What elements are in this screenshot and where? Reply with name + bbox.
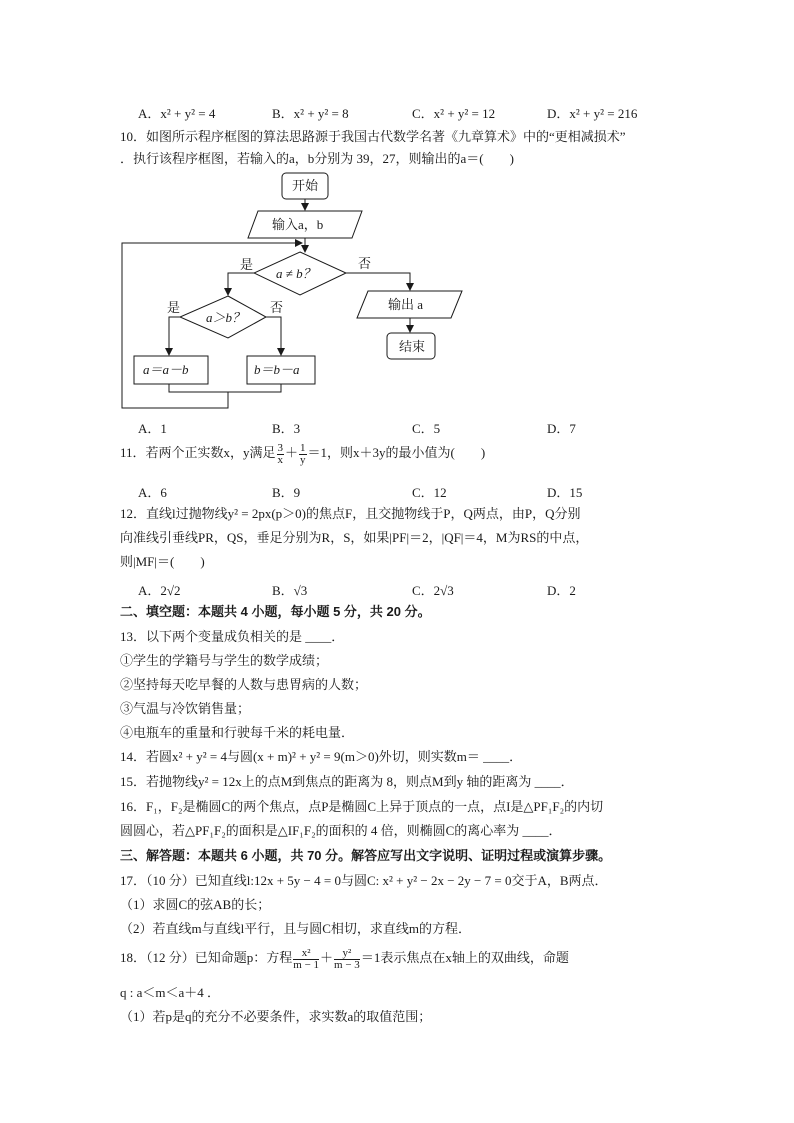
q11-frac1-den: x [277, 453, 284, 466]
flow-cond2-label: a＞b？ [206, 310, 246, 325]
q18-frac2 [334, 948, 360, 971]
q11-frac1-num: 3 [277, 441, 284, 454]
q11-prefix: 11．若两个正实数x，y满足 [120, 445, 276, 460]
q18-stem-line1: 18．（12 分）已知命题p：方程 $\frac{\text{x²}}{m - 1}$ ＋ $\frac{\text{y²}}{m - 3}$ ＝1表示焦点在x轴上的双曲线，命题 [120, 946, 569, 971]
q11-option-d: D．15 [547, 485, 583, 500]
q9-option-b: B．x² + y² = 8 [272, 106, 349, 121]
q18-stem-line2: q : a＜m＜a＋4 ． [120, 985, 221, 1000]
q10-stem-line1: 10．如图所示程序框图的算法思路源于我国古代数学名著《九章算术》中的“更相减损术” [120, 129, 626, 144]
q10-option-c: C．5 [412, 421, 441, 436]
q11-suffix: ＝1，则x＋3y的最小值为( ) [307, 445, 486, 460]
q17-part2: （2）若直线m与直线l平行，且与圆C相切，求直线m的方程． [120, 921, 472, 936]
q13-item-2: ②坚持每天吃早餐的人数与患胃病的人数； [120, 677, 368, 692]
q15-stem: 15．若抛物线y² = 12x上的点M到焦点的距离为 8，则点M到y 轴的距离为 ____． [120, 774, 574, 789]
q16-stem-line1: 16．F₁，F₂是椭圆C的两个焦点，点P是椭圆C上异于顶点的一点，点I是△PF₁F₂的内切 [120, 799, 604, 814]
q12-option-d: D．2 [547, 583, 576, 598]
q10-stem-line2: ．执行该程序框图，若输入的a，b分别为 39，27，则输出的a＝( ) [120, 151, 514, 166]
flow-yes1-label: 是 [240, 257, 254, 272]
q13-item-3: ③气温与冷饮销售量； [120, 701, 251, 716]
q12-option-b: B．√3 [272, 583, 308, 598]
q11-frac2-den: y [300, 453, 306, 466]
flow-input-label: 输入a，b [272, 217, 324, 232]
q17-stem: 17．（10 分）已知直线l:12x + 5y − 4 = 0与圆C: x² + y² − 2x − 2y − 7 = 0交于A，B两点． [120, 873, 608, 888]
q18-frac2-den: m − 3 [334, 958, 360, 971]
section2-title: 二、填空题：本题共 4 小题，每小题 5 分，共 20 分。 [120, 604, 431, 619]
q11-option-c: C．12 [412, 485, 447, 500]
q10-option-d: D．7 [547, 421, 576, 436]
flow-yes2-label: 是 [167, 300, 181, 315]
q11-stem: 11．若两个正实数x，y满足 $\frac{3}{x}$ ＋ $\frac{1}{y}$ ＝1，则x＋3y的最小值为( ) [120, 441, 486, 466]
q12-stem-line2: 向准线引垂线PR，QS，垂足分别为R，S，如果|PF|＝2，|QF|＝4，M为RS的中点， [120, 530, 589, 545]
q18-frac1 [293, 948, 319, 971]
q13-item-1: ①学生的学籍号与学生的数学成绩； [120, 653, 329, 668]
section3-title: 三、解答题：本题共 6 小题，共 70 分。解答应写出文字说明、证明过程或演算步骤。 [120, 848, 612, 863]
q10-option-a: A．1 [138, 421, 167, 436]
q9-option-d: D．x² + y² = 216 [547, 106, 638, 121]
q18-suffix: ＝1表示焦点在x轴上的双曲线，命题 [360, 950, 569, 965]
q11-option-b: B．9 [272, 485, 301, 500]
q11-option-a: A．6 [138, 485, 167, 500]
q12-stem-line1: 12．直线l过抛物线y² = 2px(p＞0)的焦点F，且交抛物线于P，Q两点，由P，Q分别 [120, 506, 581, 521]
q11-frac2-num: 1 [300, 441, 306, 454]
q18-frac1-den: m − 1 [293, 958, 320, 971]
flow-end-label: 结束 [399, 339, 426, 354]
flow-no2-label: 否 [270, 300, 284, 315]
q18-part1: （1）若p是q的充分不必要条件，求实数a的取值范围； [120, 1009, 432, 1024]
q12-option-c: C．2√3 [412, 583, 454, 598]
q10-flowchart [0, 0, 794, 420]
q18-frac1-num: x² [293, 948, 319, 960]
q14-stem: 14．若圆x² + y² = 4与圆(x + m)² + y² = 9(m＞0)外切，则实数m＝ ____． [120, 749, 523, 764]
flow-assign-b-label: b＝b－a [254, 362, 300, 377]
q13-item-4: ④电瓶车的重量和行驶每千米的耗电量． [120, 725, 355, 740]
q11-frac1 [277, 443, 285, 466]
q9-option-a: A．x² + y² = 4 [138, 106, 216, 121]
flow-cond1-label: a ≠ b？ [276, 266, 316, 281]
q17-part1: （1）求圆C的弦AB的长； [120, 897, 271, 912]
flow-no1-label: 否 [358, 256, 372, 271]
flow-start-label: 开始 [292, 178, 319, 193]
q9-option-c: C．x² + y² = 12 [412, 106, 496, 121]
q13-stem: 13．以下两个变量成负相关的是 ____． [120, 629, 345, 644]
q18-frac2-num: y² [334, 948, 360, 960]
flow-output-label: 输出 a [388, 297, 424, 312]
q10-option-b: B．3 [272, 421, 301, 436]
q11-frac2 [299, 443, 307, 466]
q12-stem-line3: 则|MF|＝( ) [120, 554, 205, 569]
q18-prefix: 18．（12 分）已知命题p：方程 [120, 950, 293, 965]
q12-option-a: A．2√2 [138, 583, 181, 598]
q16-stem-line2: 圆圆心，若△PF₁F₂的面积是△IF₁F₂的面积的 4 倍，则椭圆C的离心率为 ____． [120, 823, 562, 838]
flow-assign-a-label: a＝a－b [143, 362, 189, 377]
